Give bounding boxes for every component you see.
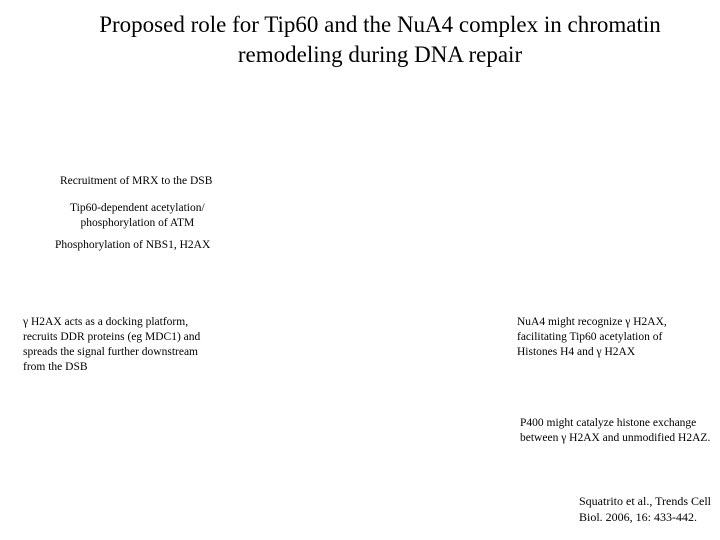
left-note-line-1: γ H2AX acts as a docking platform, bbox=[23, 316, 189, 328]
p400-note-line-1: P400 might catalyze histone exchange bbox=[520, 417, 697, 429]
left-note-line-2: recruits DDR proteins (eg MDC1) and bbox=[23, 331, 201, 343]
right-note-line-2: facilitating Tip60 acetylation of bbox=[517, 331, 663, 343]
step-tip60 bbox=[70, 201, 205, 231]
slide-title bbox=[0, 10, 720, 70]
right-note bbox=[517, 315, 667, 360]
right-note-line-1: NuA4 might recognize γ H2AX, bbox=[517, 316, 667, 328]
left-note-line-3: spreads the signal further downstream bbox=[23, 346, 199, 358]
step-recruitment bbox=[60, 174, 212, 189]
step-tip60-line-2: phosphorylation of ATM bbox=[80, 217, 195, 229]
step-phosphorylation bbox=[55, 238, 210, 253]
left-note-line-4: from the DSB bbox=[23, 361, 88, 373]
citation bbox=[579, 493, 711, 525]
p400-note-line-2: between γ H2AX and unmodified H2AZ. bbox=[520, 432, 711, 444]
citation-line-2: Biol. 2006, 16: 433-442. bbox=[579, 510, 698, 524]
title-line-1: Proposed role for Tip60 and the NuA4 complex in chromatin bbox=[99, 12, 661, 37]
step-phosphorylation-text: Phosphorylation of NBS1, H2AX bbox=[55, 239, 211, 251]
step-recruitment-text: Recruitment of MRX to the DSB bbox=[60, 175, 213, 187]
title-line-2: remodeling during DNA repair bbox=[237, 42, 523, 67]
left-note bbox=[23, 315, 200, 375]
citation-line-1: Squatrito et al., Trends Cell bbox=[579, 494, 711, 508]
step-tip60-line-1: Tip60-dependent acetylation/ bbox=[70, 202, 205, 214]
right-note-line-3: Histones H4 and γ H2AX bbox=[517, 346, 636, 358]
p400-note bbox=[520, 416, 710, 446]
